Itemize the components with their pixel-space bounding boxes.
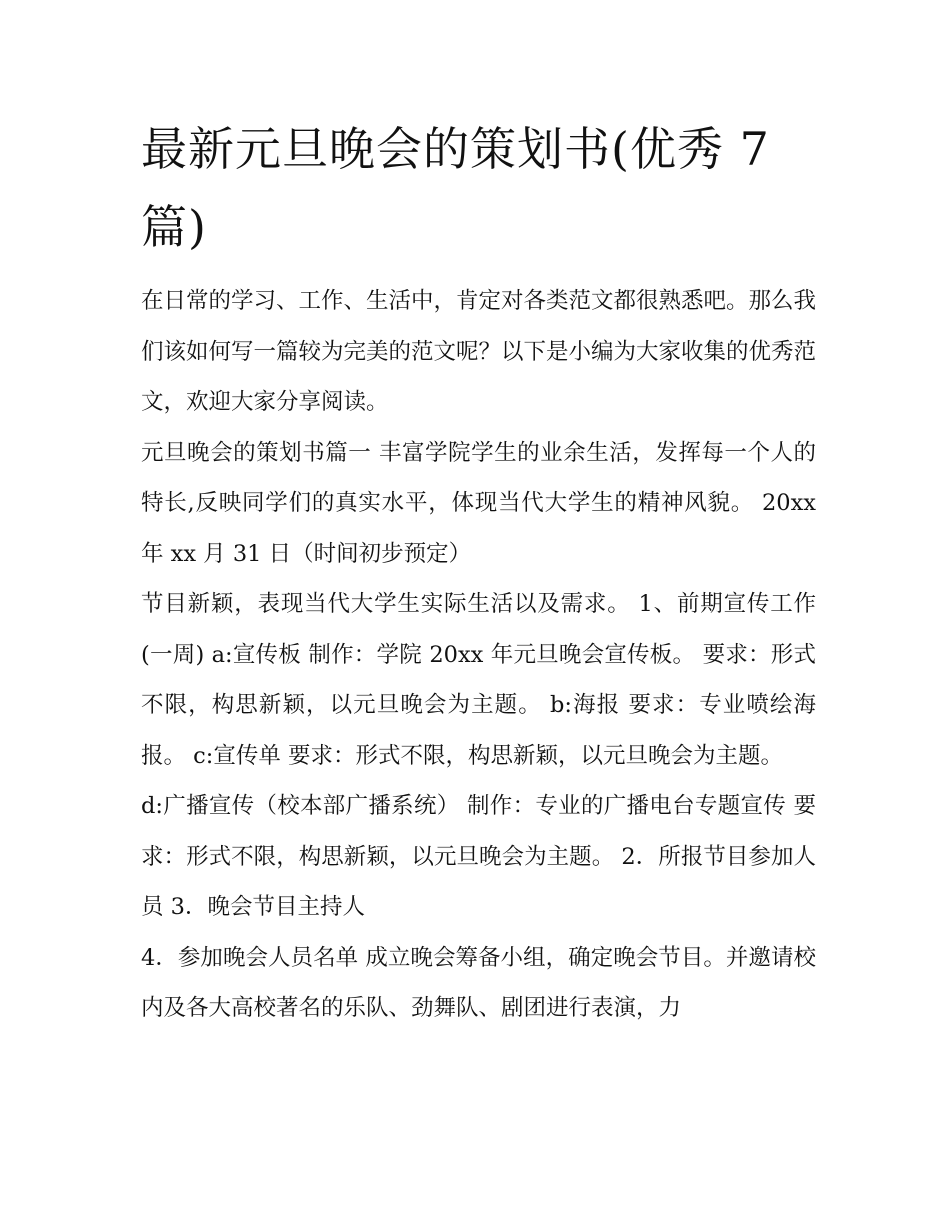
paragraph-intro: 在日常的学习、工作、生活中，肯定对各类范文都很熟悉吧。那么我们该如何写一篇较为完美的范文呢？以下是小编为大家收集的优秀范文，欢迎大家分享阅读。 — [141, 288, 817, 415]
paragraph-plan-one: 元旦晚会的策划书篇一 丰富学院学生的业余生活，发挥每一个人的特长,反映同学们的真实水平，体现当代大学生的精神风貌。 20xx 年 xx 月 31 日（时间初步预定） — [141, 439, 816, 567]
paragraph-publicity: 节目新颖，表现当代大学生实际生活以及需求。 1、前期宣传工作 (一周) a:宣传板 制作：学院 20xx 年元旦晚会宣传板。 要求：形式不限，构思新颖，以元旦晚会为主题。 b:海报 要求：专业喷绘海报。 c:宣传单 要求：形式不限，构思新颖，以元旦晚会为主题。 — [141, 591, 816, 769]
document-title: 最新元旦晚会的策划书(优秀 7 篇) — [141, 122, 770, 254]
paragraph-broadcast: d:广播宣传（校本部广播系统） 制作：专业的广播电台专题宣传 要求：形式不限，构思新颖，以元旦晚会为主题。 2．所报节目参加人员 3．晚会节目主持人 — [141, 793, 816, 920]
document-body — [141, 276, 816, 1034]
paragraph-participants: 4．参加晚会人员名单 成立晚会筹备小组，确定晚会节目。并邀请校内及各大高校著名的乐队、劲舞队、剧团进行表演，力 — [141, 944, 816, 1021]
